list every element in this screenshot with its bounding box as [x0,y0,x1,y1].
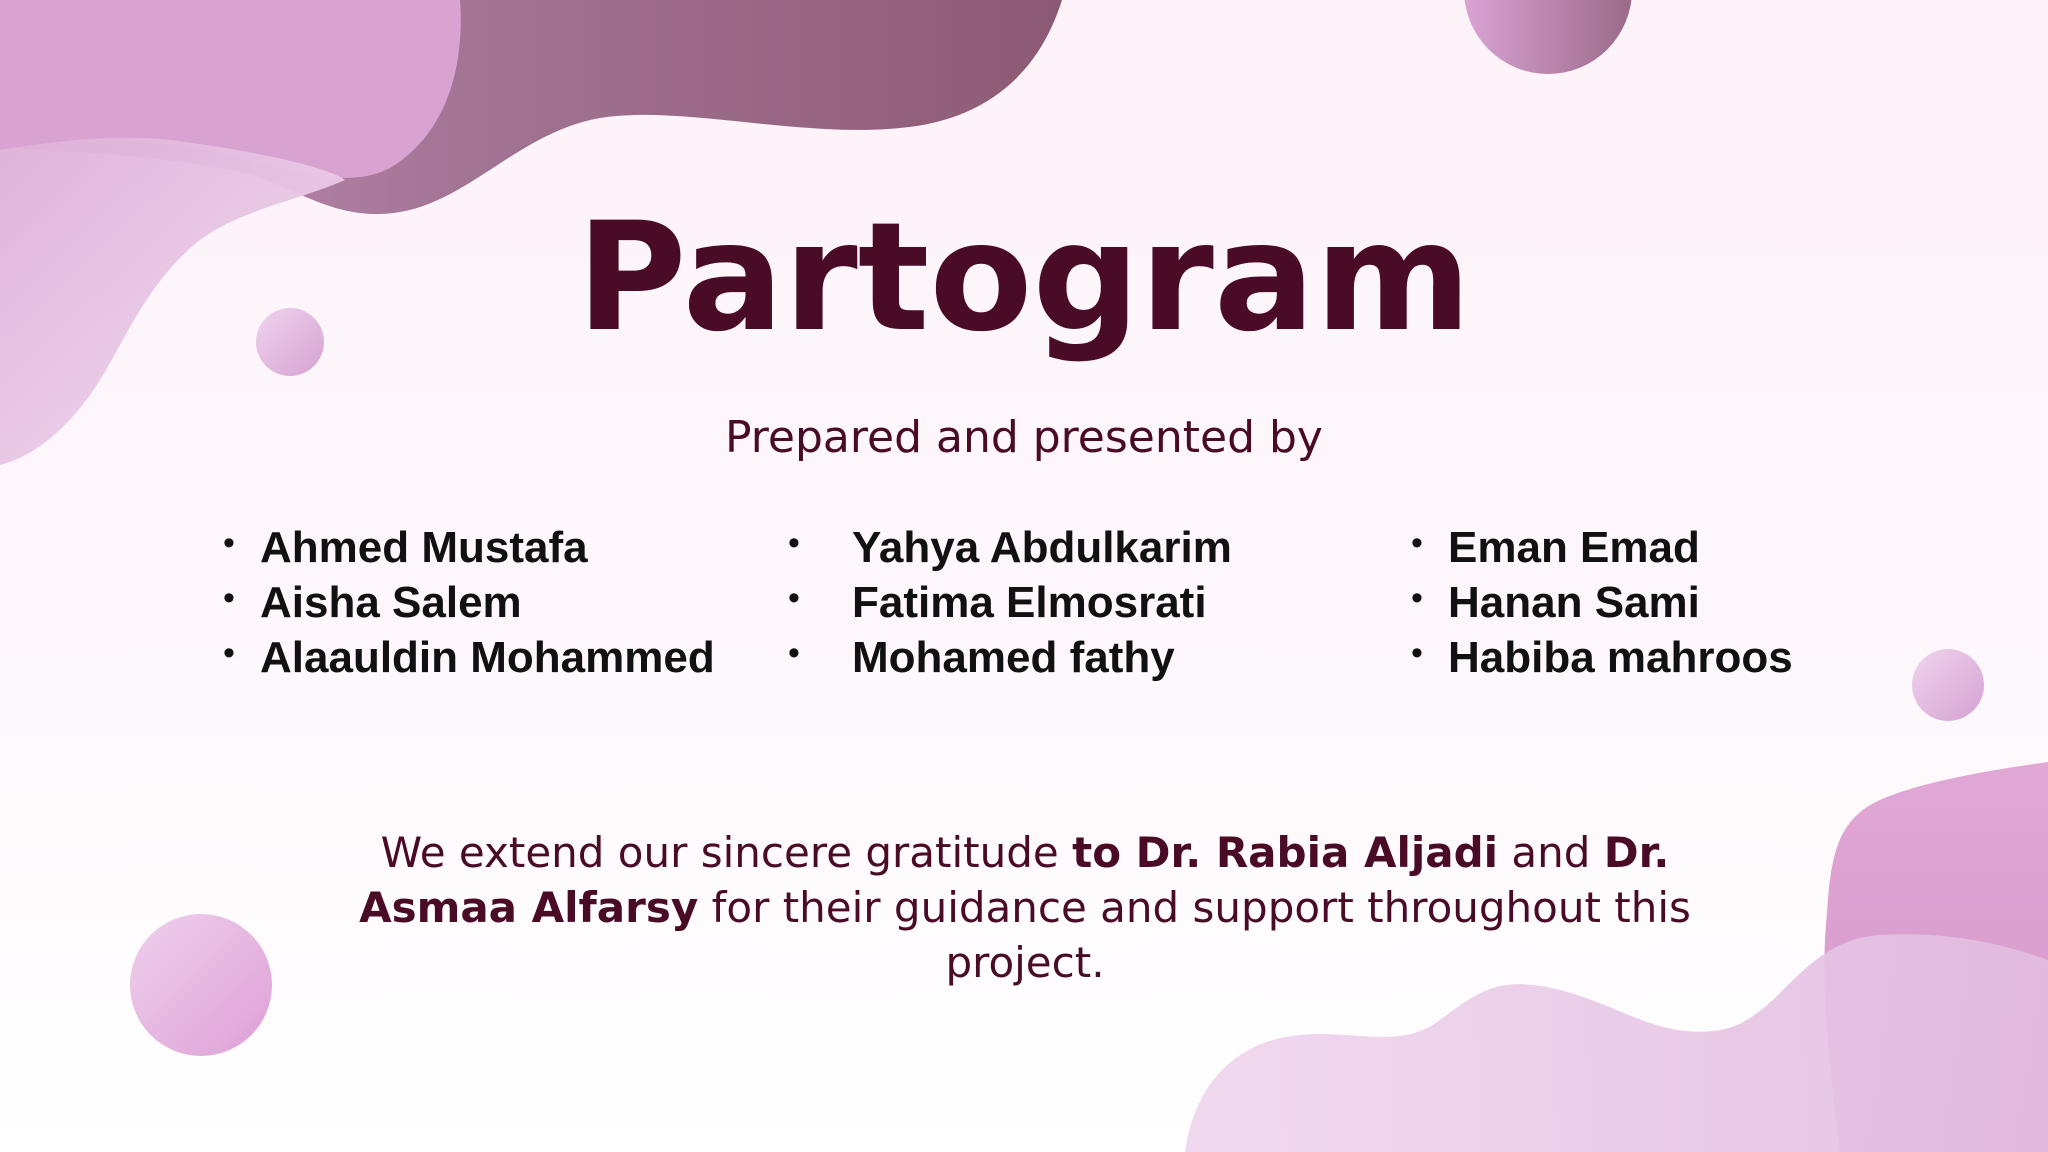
acknowledgement-part: and [1498,828,1604,877]
presenter-list-column-1 [260,520,715,690]
acknowledgement-name-2: Dr. Asmaa Alfarsy [359,828,1670,932]
small-right-circle [1912,649,1984,721]
top-circle [1464,0,1632,74]
presenter-list-column-3 [1448,520,1793,690]
acknowledgement-part: for their guidance and support throughout this project. [698,883,1691,987]
presenter-name: • Habiba mahroos [1448,630,1793,685]
acknowledgement-part: We extend our sincere gratitude [380,828,1073,877]
presenter-name: • Yahya Abdulkarim [852,520,1232,575]
presenter-name: • Alaauldin Mohammed [260,630,715,685]
presenter-name: • Fatima Elmosrati [852,575,1232,630]
presenter-name: • Ahmed Mustafa [260,520,715,575]
presenter-list-column-2 [852,520,1232,690]
presenter-name: • Aisha Salem [260,575,715,630]
presenter-name: • Hanan Sami [1448,575,1793,630]
slide-title: Partogram [576,191,1472,365]
acknowledgement-text [330,825,1720,990]
acknowledgement-name-1: to Dr. Rabia Aljadi [1072,828,1499,877]
presenter-name: • Mohamed fathy [852,630,1232,685]
slide-subtitle: Prepared and presented by [725,412,1323,463]
bottom-left-circle [130,914,272,1056]
presenter-name: • Eman Emad [1448,520,1793,575]
